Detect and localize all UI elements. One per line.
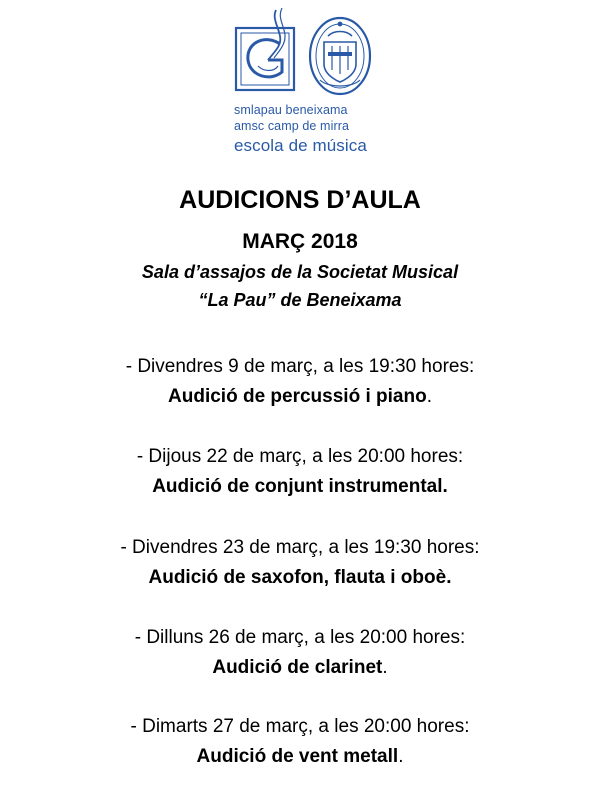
logo-line-3: escola de música xyxy=(234,136,367,155)
event-title-suffix-1: . xyxy=(426,386,432,407)
event-date-1: - Divendres 9 de març, a les 19:30 hores: xyxy=(125,356,475,377)
venue-line-1: Sala d’assajos de la Societat Musical xyxy=(141,262,459,282)
event-date-2: - Dijous 22 de març, a les 20:00 hores: xyxy=(136,446,464,467)
logo-line-2: amsc camp de mirra xyxy=(234,119,350,133)
page-subtitle: MARÇ 2018 xyxy=(242,230,358,253)
event-title-5 xyxy=(0,746,600,768)
event-title-3 xyxy=(0,567,600,589)
event-title-1 xyxy=(0,386,600,408)
logo-emblem-icon xyxy=(228,8,378,100)
page-title: AUDICIONS D’AULA xyxy=(179,186,421,214)
event-date-4: - Dilluns 26 de març, a les 20:00 hores: xyxy=(134,627,466,648)
event-title-text-2: Audició de conjunt instrumental. xyxy=(152,476,448,497)
school-logo xyxy=(228,8,378,160)
event-title-text-3: Audició de saxofon, flauta i oboè. xyxy=(148,567,452,588)
event-title-suffix-4: . xyxy=(382,657,388,678)
logo-line-1: smlapau beneixama xyxy=(234,103,348,117)
event-title-text-5: Audició de vent metall xyxy=(196,746,399,767)
event-title-suffix-5: . xyxy=(398,746,404,767)
event-title-2 xyxy=(0,476,600,498)
event-date-5: - Dimarts 27 de març, a les 20:00 hores: xyxy=(130,716,470,737)
event-date-3: - Divendres 23 de març, a les 19:30 hores: xyxy=(120,537,480,558)
event-title-4 xyxy=(0,657,600,679)
event-title-text-4: Audició de clarinet xyxy=(212,657,383,678)
event-title-text-1: Audició de percussió i piano xyxy=(168,386,427,407)
venue-line-2: “La Pau” de Beneixama xyxy=(198,290,402,310)
